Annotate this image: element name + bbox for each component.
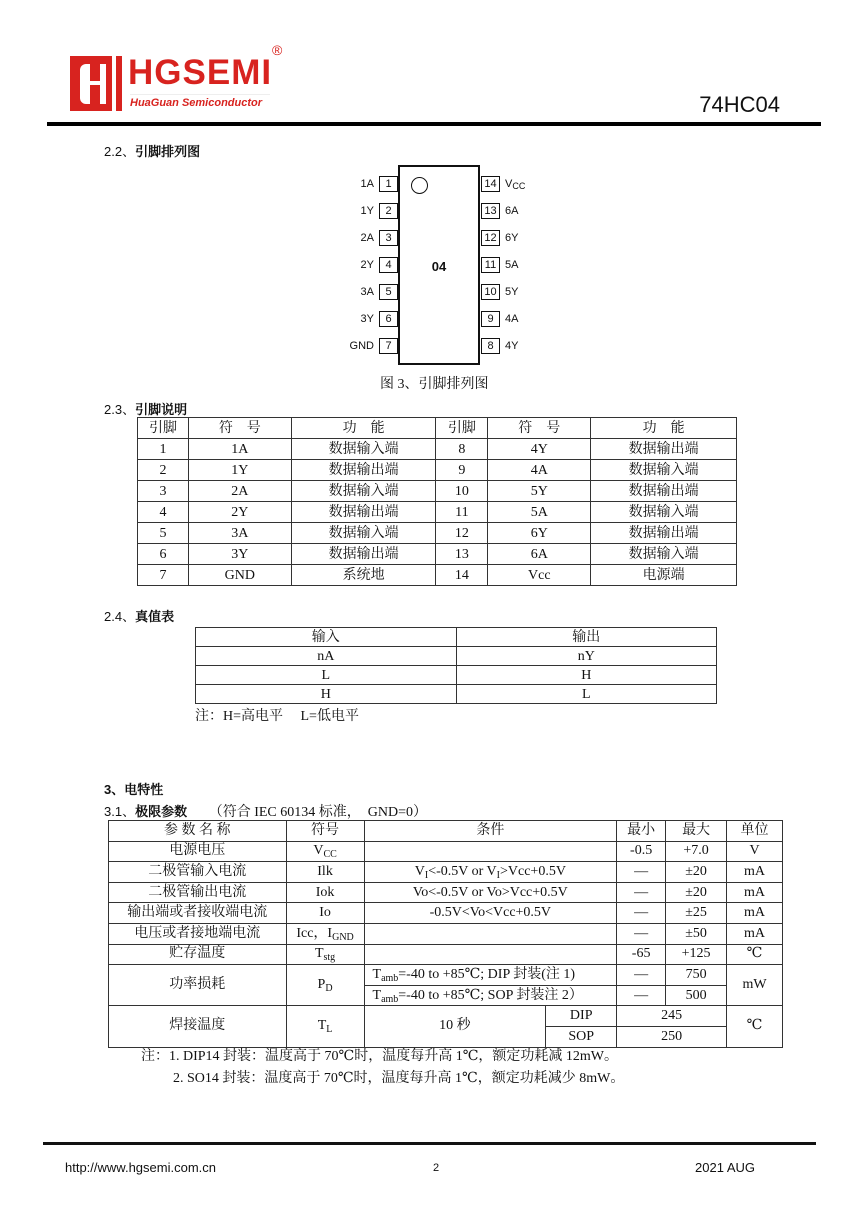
cell: 3A — [188, 523, 291, 544]
section-heading-truth-table: 2.4、真值表 — [104, 609, 175, 624]
cell: ±50 — [666, 923, 727, 944]
column-header: 最大 — [666, 821, 727, 842]
column-header: 引脚 — [138, 418, 189, 439]
section-heading-pin-description: 2.3、引脚说明 — [104, 402, 188, 417]
registered-mark: ® — [272, 42, 283, 58]
cell: Io — [286, 903, 364, 924]
pin-number: 2 — [379, 203, 398, 219]
table-row — [138, 439, 737, 460]
part-number: 74HC04 — [699, 92, 780, 117]
cell: — — [617, 903, 666, 924]
cell: 245 — [617, 1006, 727, 1027]
logo-subtext: HuaGuan Semiconductor — [130, 94, 270, 111]
limits-note-1: 注：1. DIP14 封装：温度高于 70℃时，温度每升高 1℃，额定功耗减 12mW。 — [141, 1049, 618, 1064]
cell: 10 秒 — [364, 1006, 546, 1047]
table-row — [138, 460, 737, 481]
cell: L — [196, 666, 457, 685]
cell: — — [617, 965, 666, 986]
cell: $T_{amb}=-40$ to +85℃; DIP 封装(注 1) — [364, 965, 617, 986]
pin-name: GND — [349, 340, 374, 352]
pin-number: 11 — [481, 257, 500, 273]
cell: +125 — [666, 944, 727, 965]
cell: 电压或者接地端电流 — [109, 923, 287, 944]
cell: $P_D$ — [286, 965, 364, 1006]
cell: H — [196, 685, 457, 704]
cell: 12 — [436, 523, 488, 544]
cell: ±20 — [666, 862, 727, 883]
cell: 2Y — [188, 502, 291, 523]
cell: DIP — [546, 1006, 617, 1027]
cell: +7.0 — [666, 841, 727, 862]
cell: 数据输入端 — [591, 502, 737, 523]
table-header-row — [109, 821, 783, 842]
cell: 电源电压 — [109, 841, 287, 862]
column-header: 输出 — [456, 628, 717, 647]
cell: 数据输出端 — [291, 544, 436, 565]
cell: 5A — [488, 502, 591, 523]
pin-number: 13 — [481, 203, 500, 219]
cell: ±20 — [666, 882, 727, 903]
cell: 6A — [488, 544, 591, 565]
cell: 数据输出端 — [591, 439, 737, 460]
cell: 2A — [188, 481, 291, 502]
column-header: 条件 — [364, 821, 617, 842]
footer-divider — [43, 1142, 816, 1145]
column-header: 引脚 — [436, 418, 488, 439]
cell: 2 — [138, 460, 189, 481]
cell: 14 — [436, 565, 488, 586]
cell: 数据输入端 — [291, 439, 436, 460]
cell: — — [617, 882, 666, 903]
column-header: 输入 — [196, 628, 457, 647]
cell — [364, 944, 617, 965]
cell: V — [727, 841, 783, 862]
pin-name: 3A — [360, 286, 374, 298]
table-row — [138, 544, 737, 565]
cell: Iok — [286, 882, 364, 903]
cell: 6Y — [488, 523, 591, 544]
table-row — [196, 685, 717, 704]
cell: $T_L$ — [286, 1006, 364, 1047]
cell: 4Y — [488, 439, 591, 460]
cell: 1 — [138, 439, 189, 460]
table-row-iik — [109, 862, 783, 883]
chip-label: 04 — [431, 259, 447, 274]
table-row-tl-dip — [109, 1006, 783, 1027]
cell: — — [617, 985, 666, 1006]
column-header: 符 号 — [188, 418, 291, 439]
column-header: 符 号 — [488, 418, 591, 439]
table-row — [138, 523, 737, 544]
cell: 1A — [188, 439, 291, 460]
pin-name: 1A — [360, 178, 374, 190]
pin-number: 6 — [379, 311, 398, 327]
limits-subtitle: （符合 IEC 60134 标准， GND=0） — [208, 805, 427, 820]
table-row-vcc — [109, 841, 783, 862]
table-row-pd-dip — [109, 965, 783, 986]
table-row — [196, 666, 717, 685]
pin-number: 10 — [481, 284, 500, 300]
cell: ℃ — [727, 944, 783, 965]
cell: -0.5V<Vo<Vcc+0.5V — [364, 903, 617, 924]
pin-number: 12 — [481, 230, 500, 246]
cell: 1Y — [188, 460, 291, 481]
section-heading-pin-diagram: 2.2、引脚排列图 — [104, 144, 201, 159]
pin-number: 7 — [379, 338, 398, 354]
cell: -65 — [617, 944, 666, 965]
cell: — — [617, 923, 666, 944]
cell: ℃ — [727, 1006, 783, 1047]
truth-table-note: 注：H=高电平 L=低电平 — [195, 709, 359, 724]
cell: 3Y — [188, 544, 291, 565]
cell: $T_{amb}=-40$ to +85℃; SOP 封装注 2） — [364, 985, 617, 1006]
table-row-io — [109, 903, 783, 924]
header-divider — [47, 122, 821, 126]
page-number: 2 — [433, 1162, 440, 1174]
cell: $V_I<-0.5V$ or $V_I>Vcc+0.5V$ — [364, 862, 617, 883]
pin-name: 1Y — [360, 205, 374, 217]
pin-name: 6A — [505, 205, 519, 217]
cell: mA — [727, 923, 783, 944]
cell: 13 — [436, 544, 488, 565]
cell: nY — [456, 647, 717, 666]
cell: 10 — [436, 481, 488, 502]
cell: 5Y — [488, 481, 591, 502]
pin-number: 9 — [481, 311, 500, 327]
cell — [364, 841, 617, 862]
cell: Vo<-0.5V or Vo>Vcc+0.5V — [364, 882, 617, 903]
cell: 数据输出端 — [291, 460, 436, 481]
cell — [364, 923, 617, 944]
logo-text: HGSEMI — [128, 53, 273, 92]
pin-number: 14 — [481, 176, 500, 192]
cell: — — [617, 862, 666, 883]
section-heading-electrical: 3、电特性 — [104, 782, 164, 797]
cell: 数据输出端 — [591, 523, 737, 544]
pin-number: 1 — [379, 176, 398, 192]
cell: nA — [196, 647, 457, 666]
cell: 贮存温度 — [109, 944, 287, 965]
cell: $V_{CC}$ — [286, 841, 364, 862]
cell: mA — [727, 882, 783, 903]
table-row — [138, 502, 737, 523]
table-row-tstg — [109, 944, 783, 965]
cell: Ilk — [286, 862, 364, 883]
cell: 数据输出端 — [591, 481, 737, 502]
cell: 250 — [617, 1026, 727, 1047]
footer-date: 2021 AUG — [695, 1160, 755, 1175]
cell: 7 — [138, 565, 189, 586]
cell: 4 — [138, 502, 189, 523]
column-header: 功 能 — [591, 418, 737, 439]
cell: mA — [727, 903, 783, 924]
chip-body — [398, 165, 480, 365]
cell: 数据输入端 — [291, 523, 436, 544]
cell: GND — [188, 565, 291, 586]
cell: 3 — [138, 481, 189, 502]
cell: 8 — [436, 439, 488, 460]
pin-name: 5A — [505, 259, 519, 271]
column-header: 最小 — [617, 821, 666, 842]
pin-name: 6Y — [505, 232, 519, 244]
cell: 焊接温度 — [109, 1006, 287, 1047]
logo-mark-icon — [70, 56, 122, 111]
table-header-row — [138, 418, 737, 439]
pin-number: 8 — [481, 338, 500, 354]
pin-name: 4Y — [505, 340, 519, 352]
truth-table — [195, 627, 717, 704]
cell: 4A — [488, 460, 591, 481]
cell: 数据输入端 — [591, 544, 737, 565]
cell: 数据输入端 — [291, 481, 436, 502]
cell: 系统地 — [291, 565, 436, 586]
cell: $T_{stg}$ — [286, 944, 364, 965]
cell: 二极管输入电流 — [109, 862, 287, 883]
cell: ±25 — [666, 903, 727, 924]
cell: 9 — [436, 460, 488, 481]
pin-name: $V_{CC}$ — [505, 178, 526, 191]
table-header-row — [196, 628, 717, 647]
pin-name: 3Y — [360, 313, 374, 325]
column-header: 符号 — [286, 821, 364, 842]
column-header: 参 数 名 称 — [109, 821, 287, 842]
column-header: 单位 — [727, 821, 783, 842]
table-row — [196, 647, 717, 666]
cell: 5 — [138, 523, 189, 544]
cell: mW — [727, 965, 783, 1006]
pin-name: 2Y — [360, 259, 374, 271]
cell: 二极管输出电流 — [109, 882, 287, 903]
pin-description-table — [137, 417, 737, 586]
cell: 电源端 — [591, 565, 737, 586]
table-row-icc — [109, 923, 783, 944]
cell: -0.5 — [617, 841, 666, 862]
column-header: 功 能 — [291, 418, 436, 439]
cell: mA — [727, 862, 783, 883]
pin-number: 4 — [379, 257, 398, 273]
cell: SOP — [546, 1026, 617, 1047]
footer-url[interactable]: http://www.hgsemi.com.cn — [65, 1160, 216, 1175]
pin-name: 5Y — [505, 286, 519, 298]
cell: 输出端或者接收端电流 — [109, 903, 287, 924]
cell: Icc，$I_{GND}$ — [286, 923, 364, 944]
pin-name: 2A — [360, 232, 374, 244]
cell: L — [456, 685, 717, 704]
cell: 500 — [666, 985, 727, 1006]
cell: 功率损耗 — [109, 965, 287, 1006]
pin-name: 4A — [505, 313, 519, 325]
figure-caption: 图 3、引脚排列图 — [380, 377, 489, 392]
table-row-iok — [109, 882, 783, 903]
cell: 数据输出端 — [291, 502, 436, 523]
table-row — [138, 565, 737, 586]
company-logo — [70, 44, 288, 112]
section-heading-limits: 3.1、极限参数 （符合 IEC 60134 标准， GND=0） — [104, 804, 427, 820]
cell: 11 — [436, 502, 488, 523]
cell: 数据输入端 — [591, 460, 737, 481]
absolute-maximum-ratings-table — [108, 820, 783, 1048]
cell: 6 — [138, 544, 189, 565]
cell: H — [456, 666, 717, 685]
cell: Vcc — [488, 565, 591, 586]
cell: 750 — [666, 965, 727, 986]
table-row — [138, 481, 737, 502]
pin-number: 5 — [379, 284, 398, 300]
pin1-marker-icon — [411, 177, 428, 194]
pin-number: 3 — [379, 230, 398, 246]
limits-note-2: 2. SO14 封装：温度高于 70℃时，温度每升高 1℃，额定功耗减少 8mW。 — [173, 1071, 625, 1086]
